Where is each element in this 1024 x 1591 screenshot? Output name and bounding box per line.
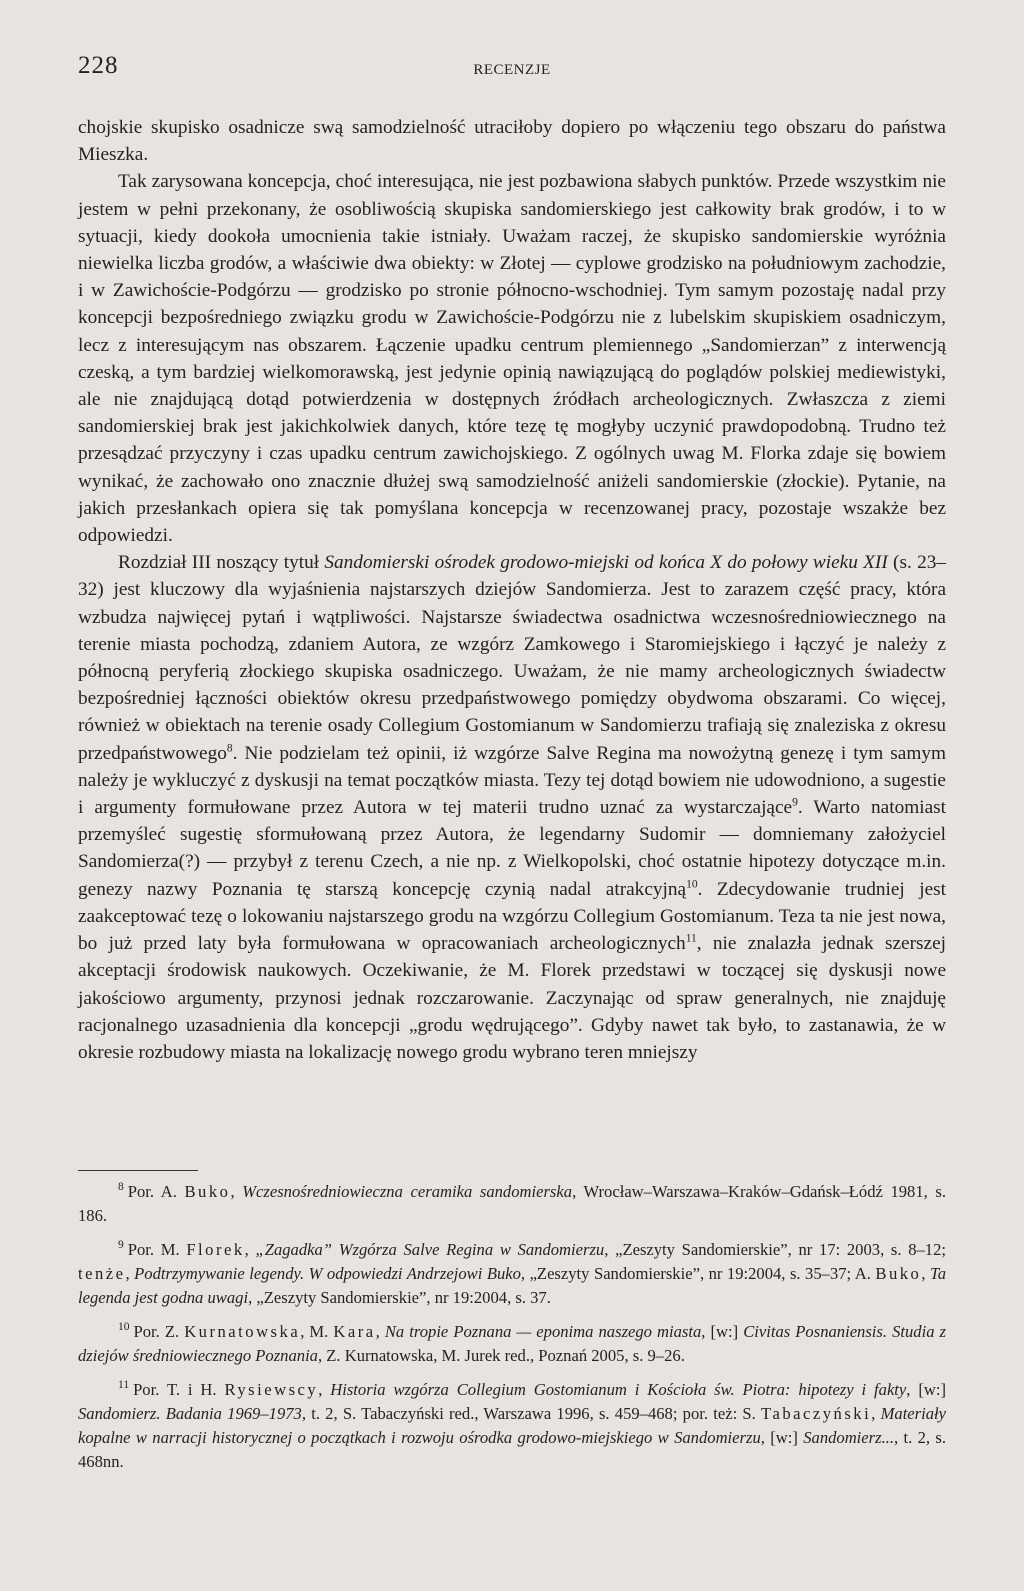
footnote-10 [78,1320,946,1368]
footnote-number: 9 [118,1239,124,1252]
work-title: Podtrzymywanie legendy. W odpowiedzi Andrzejowi Buko [134,1264,521,1283]
footnote-text: , „Zeszyty Sandomierskie”, nr 19:2004, s. 37. [248,1288,551,1307]
paragraph-3 [78,549,946,1066]
footnote-text: , [w:] [906,1380,946,1399]
footnote-text: , [w:] [760,1428,804,1447]
footnote-text: , [w:] [701,1322,744,1341]
author-name: Kurnatowska [184,1322,301,1341]
footnote-text: , [230,1182,243,1201]
footnote-separator [78,1170,198,1171]
work-title: Sandomierz... [803,1428,895,1447]
footnote-text: , [125,1264,135,1283]
footnote-ref-9[interactable]: 9 [792,796,798,809]
paragraph-3-text-f: , nie znalazła jednak szerszej akceptacji środowisk naukowych. Oczekiwanie, że M. Florek przedstawi w toczącej się dyskusji nowe jakościowo argumenty, przynosi jednak rozczarowanie. Zaczynając od spraw generalnych, nie znajduję racjonalnego uzasadnienia dla koncepcji „grodu wędrującego”. Gdyby nawet tak było, to zastanawia, że w okresie rozbudowy miasta na lokalizację nowego grodu wybrano teren mniejszy [78,933,946,1063]
footnote-text: , [871,1404,881,1423]
footnote-ref-8[interactable]: 8 [226,742,233,755]
paragraph-3-text-d: . Warto natomiast przemyśleć sugestię sformułowaną przez Autora, że legendarny Sudomir — domniemany założyciel Sandomierza(?) — przybył z terenu Czech, a nie np. z Wielkopolski, choć ostatnie hipotezy dotyczące m.in. genezy nazwy Poznania tę starszą koncepcję czynią nadal atrakcyjną [78,797,946,900]
author-name: Rysiewscy [224,1380,319,1399]
body-text [78,114,946,1066]
footnote-text: , [921,1264,930,1283]
author-name: Buko [875,1264,922,1283]
paragraph-3-text-e: . Zdecydowanie trudniej jest zaakceptować tezę o lokowaniu najstarszego grodu na wzgórzu Collegium Gostomianum. Teza ta nie jest nowa, bo już przed laty była formułowana w opracowaniach archeologicznych [78,878,946,955]
work-title: Wczesnośredniowieczna ceramika sandomierska [242,1182,573,1201]
work-title: Na tropie Poznana — eponima naszego miasta [384,1322,702,1341]
work-title: Sandomierz. Badania 1969–1973 [78,1404,302,1423]
page-number: 228 [78,52,119,79]
running-head: RECENZJE [473,62,551,78]
author-name: Kara [333,1322,376,1341]
footnote-8 [78,1180,946,1228]
footnote-text: , Z. Kurnatowska, M. Jurek red., Poznań 2005, s. 9–26. [317,1346,685,1365]
footnote-text: Por. A. [127,1182,185,1201]
footnote-text: , t. 2, s. 468nn. [78,1428,946,1471]
work-title: „Zagadka” Wzgórza Salve Regina w Sandomierzu [255,1240,605,1259]
work-title: Historia wzgórza Collegium Gostomianum i Kościoła św. Piotra: hipotezy i fakty [330,1380,907,1399]
footnote-number: 8 [118,1181,124,1194]
chapter-title: Sandomierski ośrodek grodowo-miejski od końca X do połowy wieku XII [324,552,888,574]
footnote-text: Por. M. [127,1240,187,1259]
footnote-text: , „Zeszyty Sandomierskie”, nr 19:2004, s. 35–37; A. [520,1264,876,1283]
author-name: tenże [78,1264,126,1283]
paragraph-1: chojskie skupisko osadnicze swą samodzielność utraciłoby dopiero po włączeniu tego obszaru do państwa Mieszka. [78,117,946,166]
work-title: Ta legenda jest godna uwagi [78,1264,947,1307]
footnote-text: , [244,1240,256,1259]
footnote-text: , „Zeszyty Sandomierskie”, nr 17: 2003, s. 8–12; [604,1240,947,1259]
footnotes [78,1180,946,1484]
paragraph-3-text-a: Rozdział III noszący tytuł [118,552,325,574]
work-title: Materiały kopalne w narracji historycznej o początkach i rozwoju ośrodka grodowo-miejskiego w Sandomierzu [78,1404,947,1447]
author-name: Florek [186,1240,245,1259]
footnote-text: Por. Z. [133,1322,185,1341]
footnote-11 [78,1378,946,1474]
author-name: Buko [184,1182,231,1201]
footnote-number: 10 [118,1321,130,1334]
footnote-ref-11[interactable]: 11 [685,932,697,945]
footnote-ref-10[interactable]: 10 [686,878,698,891]
footnote-number: 11 [118,1379,130,1392]
footnote-text: , [375,1322,385,1341]
paragraph-2: Tak zarysowana koncepcja, choć interesująca, nie jest pozbawiona słabych punktów. Przede wszystkim nie jestem w pełni przekonany, że osobliwością skupiska sandomierskiego jest całkowity brak grodów, i to w sytuacji, kiedy dookoła umocnienia takie istniały. Uważam raczej, że skupisko sandomierskie wyróżnia niewielka liczba grodów, a właściwie dwa obiekty: w Złotej — cyplowe grodzisko na południowym zachodzie, i w Zawichoście-Podgórzu — grodzisko po stronie północno-wschodniej. Tym samym pozostaję nadal przy koncepcji bezpośredniego związku grodu w Zawichoście-Podgórzu nie z lubelskim skupiskiem osadniczym, lecz z interesującym nas obszarem. Łączenie upadku centrum plemiennego „Sandomierzan” z interwencją czeską, a tym bardziej wielkomorawską, jest jedynie opinią nawiązującą do poglądów polskiej mediewistyki, ale nie znajdującą dotąd potwierdzenia w dostępnych źródłach archeologicznych. Zwłaszcza z ziemi sandomierskiej brak jest jakichkolwiek danych, które tezę tę mogłyby uczynić prawdopodobną. Trudno też przesądzać przyczyny i czas upadku centrum zawichojskiego. Z ogólnych uwag M. Florka zdaje się bowiem wynikać, że zachowało ono znacznie dłużej swą samodzielność aniżeli sandomierskie (złockie). Pytanie, na jakich przesłankach opiera się tak pomyślana koncepcja w recenzowanej pracy, pozostaje wszakże bez odpowiedzi. [78,171,946,547]
footnote-9 [78,1238,946,1310]
footnote-text: , Wrocław–Warszawa–Kraków–Gdańsk–Łódź 1981, s. 186. [78,1182,947,1225]
footnote-text: , t. 2, S. Tabaczyński red., Warszawa 1996, s. 459–468; por. też: S. [301,1404,761,1423]
footnote-text: , [318,1380,331,1399]
author-name: Tabaczyński [761,1404,872,1423]
footnote-text: Por. T. i H. [133,1380,225,1399]
work-title: Civitas Posnaniensis. Studia z dziejów średniowiecznego Poznania [78,1322,947,1365]
paragraph-3-text-b: (s. 23–32) jest kluczowy dla wyjaśnienia najstarszych dziejów Sandomierza. Jest to zarazem część pracy, która wzbudza najwięcej pytań i wątpliwości. Najstarsze świadectwa osadnictwa wczesnośredniowiecznego na terenie miasta pochodzą, zdaniem Autora, ze wzgórz Zamkowego i Staromiejskiego i łączyć je należy z północną peryferią złockiego skupiska osadniczego. Uważam, że nie mamy archeologicznych świadectw bezpośredniej łączności obiektów okresu przedpaństwowego pomiędzy obydwoma obszarami. Co więcej, również w obiektach na terenie osady Collegium Gostomianum w Sandomierzu trafiają się znaleziska z okresu przedpaństwowego [78,552,946,764]
page-header [78,52,946,92]
paragraph-3-text-c: . Nie podzielam też opinii, iż wzgórze Salve Regina ma nowożytną genezę i tym samym należy je wykluczyć z dyskusji na temat początków miasta. Tezy tej dotąd bowiem nie udowodniono, a sugestie i argumenty formułowane przez Autora w tej materii trudno uznać za wystarczające [78,742,946,819]
footnote-text: , M. [300,1322,334,1341]
